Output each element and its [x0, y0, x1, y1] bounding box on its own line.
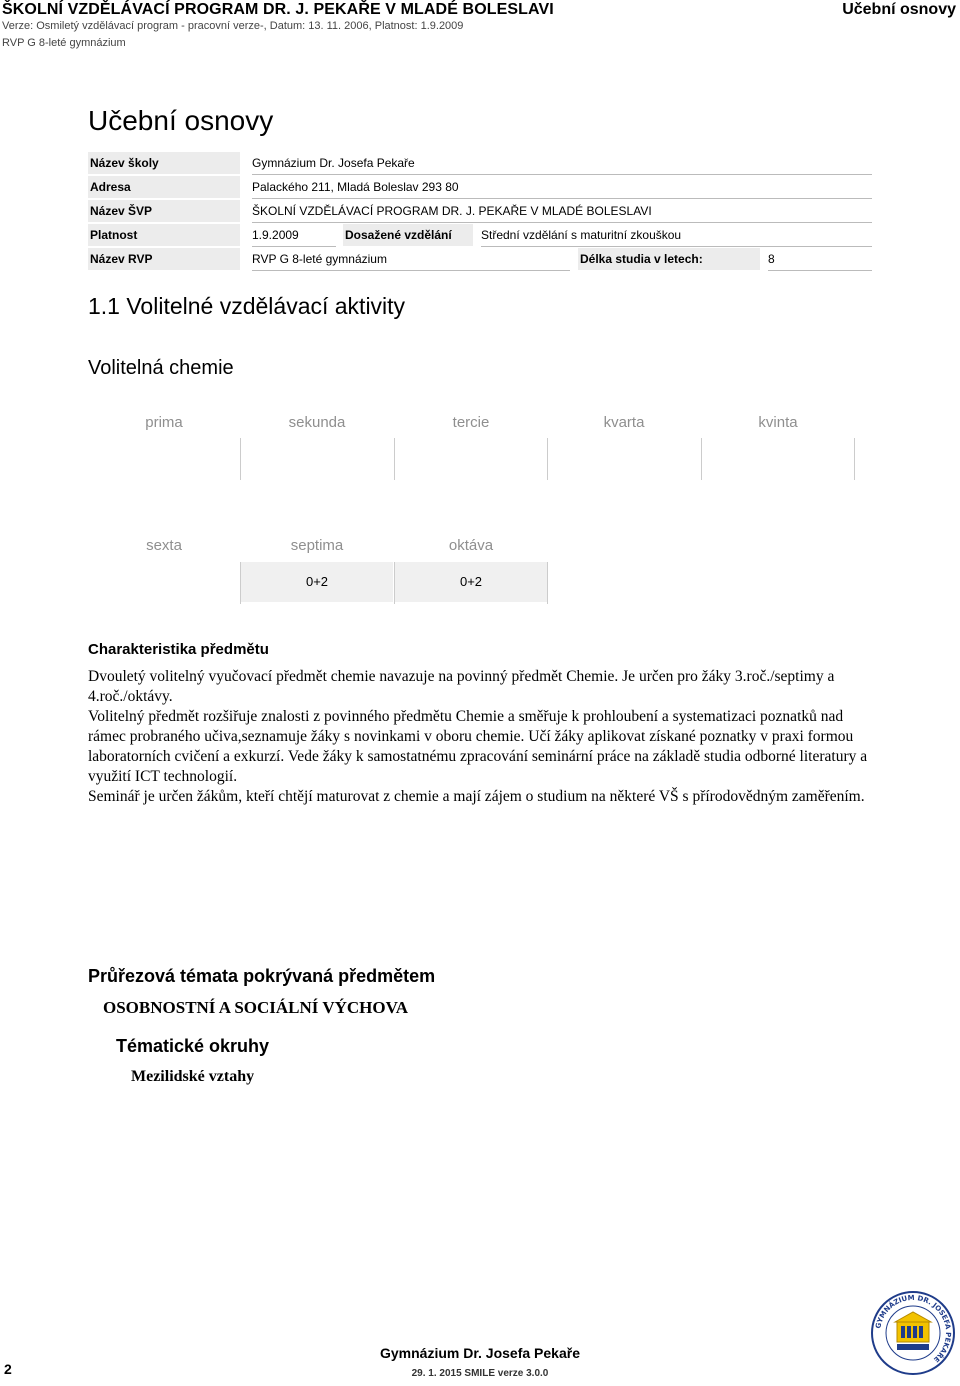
characteristics-text — [88, 667, 878, 807]
svg-text:GYMNÁZIUM DR. JOSEFA PEKAŘE: GYMNÁZIUM DR. JOSEFA PEKAŘE — [874, 1293, 953, 1364]
page-number: 2 — [4, 1361, 12, 1377]
school-name-value: Gymnázium Dr. Josefa Pekaře — [252, 152, 872, 175]
topic-groups-heading: Tématické okruhy — [116, 1036, 270, 1056]
grade-label-sekunda: sekunda — [288, 414, 346, 431]
grade-label-kvarta: kvarta — [603, 414, 645, 431]
grade-cell-divider — [701, 438, 702, 480]
characteristics-paragraph: Volitelný předmět rozšiřuje znalosti z povinného předmětu Chemie a směřuje k prohloubení a systematizaci poznatků nad rámec probraného učiva,seznamuje žáky s novinkami v oboru chemie. Učí žáky aplikovat získané poznatky v praxi formou laboratorních cvičení a exkurzí. Vede žáky k samostatnému zpracování seminární práce na základě studia odborné literatury a využití ICT technologií. — [88, 708, 868, 785]
topic-item: Mezilidské vztahy — [131, 1068, 255, 1085]
document-header-title: ŠKOLNÍ VZDĚLÁVACÍ PROGRAM DR. J. PEKAŘE V MLADÉ BOLESLAVI — [2, 1, 554, 18]
footer-version: 29. 1. 2015 SMILE verze 3.0.0 — [411, 1368, 549, 1379]
education-value: Střední vzdělání s maturitní zkouškou — [481, 224, 872, 247]
address-label: Adresa — [88, 176, 240, 198]
svp-label: Název ŠVP — [88, 200, 240, 222]
grade-label-prima: prima — [145, 414, 183, 431]
validity-value: 1.9.2009 — [252, 224, 336, 247]
grade-cell-divider — [547, 438, 548, 480]
validity-label: Platnost — [88, 224, 240, 246]
address-value: Palackého 211, Mladá Boleslav 293 80 — [252, 176, 872, 199]
characteristics-paragraph: Seminář je určen žákům, kteří chtějí maturovat z chemie a mají zájem o studium na některé VŠ s přírodovědným zaměřením. — [88, 788, 865, 805]
grade-cell-divider — [547, 562, 548, 604]
document-rvp-line: RVP G 8-leté gymnázium — [2, 37, 126, 49]
grade-label-tercie: tercie — [452, 414, 490, 431]
svp-value: ŠKOLNÍ VZDĚLÁVACÍ PROGRAM DR. J. PEKAŘE V MLADÉ BOLESLAVI — [252, 200, 872, 223]
characteristics-heading: Charakteristika předmětu — [88, 641, 269, 658]
grade-cell-divider — [854, 438, 855, 480]
page-title: Učební osnovy — [88, 105, 274, 136]
school-seal-icon — [870, 1290, 956, 1376]
rvp-label: Název RVP — [88, 248, 240, 270]
education-label: Dosažené vzdělání — [343, 224, 473, 246]
cross-topic-area: OSOBNOSTNÍ A SOCIÁLNÍ VÝCHOVA — [103, 998, 408, 1017]
characteristics-paragraph: Dvouletý volitelný vyučovací předmět chemie navazuje na povinný předmět Chemie. Je určen pro žáky 3.roč./septimy a 4.roč./oktávy. — [88, 668, 835, 705]
study-length-label: Délka studia v letech: — [578, 248, 760, 270]
grade-label-sexta: sexta — [146, 537, 182, 554]
grade-label-kvinta: kvinta — [758, 414, 798, 431]
cross-topics-heading: Průřezová témata pokrývaná předmětem — [88, 966, 436, 986]
rvp-value: RVP G 8-leté gymnázium — [252, 248, 570, 271]
grade-cell-divider — [394, 438, 395, 480]
grade-value-septima: 0+2 — [241, 562, 393, 602]
section-title: 1.1 Volitelné vzdělávací aktivity — [88, 293, 406, 319]
grade-label-oktava: oktáva — [448, 537, 494, 554]
footer-school-name: Gymnázium Dr. Josefa Pekaře — [380, 1345, 580, 1361]
document-version-line: Verze: Osmiletý vzdělávací program - pracovní verze-, Datum: 13. 11. 2006, Platnost: 1.9.2009 — [2, 20, 464, 32]
school-name-label: Název školy — [88, 152, 240, 174]
grade-value-oktava: 0+2 — [395, 562, 547, 602]
study-length-value: 8 — [768, 248, 872, 271]
grade-label-septima: septima — [290, 537, 344, 554]
subject-title: Volitelná chemie — [88, 357, 234, 379]
document-header-section: Učební osnovy — [842, 1, 956, 18]
grade-cell-divider — [240, 438, 241, 480]
